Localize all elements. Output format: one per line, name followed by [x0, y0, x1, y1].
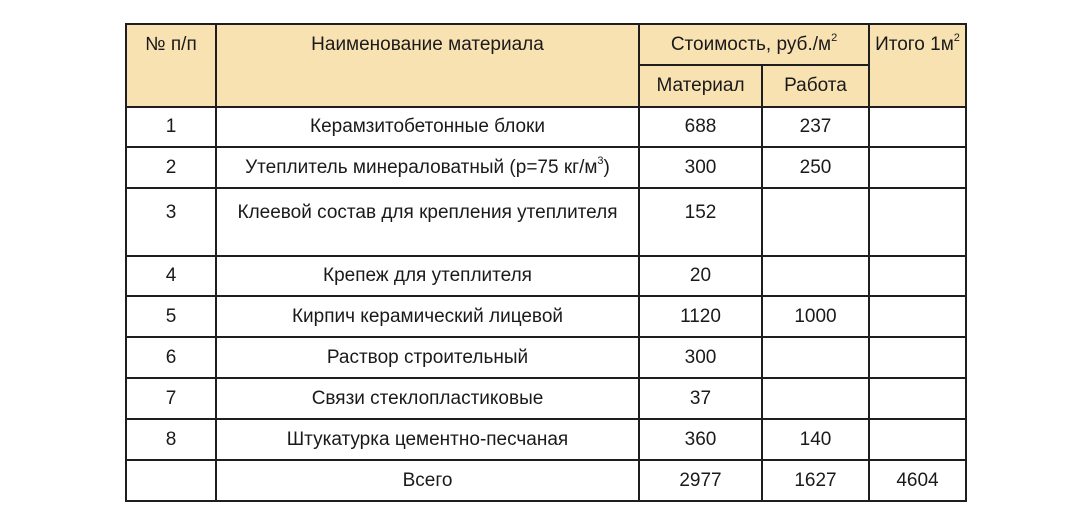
- row-work-cell: [762, 256, 869, 296]
- row-num-cell: 5: [126, 296, 216, 337]
- row-material-cell: 360: [639, 419, 762, 460]
- row-name-cell: Штукатурка цементно-песчаная: [216, 419, 639, 460]
- row-work-cell: [762, 378, 869, 419]
- table-row: [126, 107, 966, 147]
- row-total-cell: [869, 107, 966, 147]
- row-num-cell: 1: [126, 107, 216, 147]
- row-total-cell: [869, 419, 966, 460]
- row-name-cell: Утеплитель минераловатный (р=75 $кг/м^3$): [216, 147, 639, 188]
- row-num-cell: 7: [126, 378, 216, 419]
- row-work-cell: 237: [762, 107, 869, 147]
- row-name-cell: Керамзитобетонные блоки: [216, 107, 639, 147]
- row-work-cell: 250: [762, 147, 869, 188]
- row-total-cell: [869, 337, 966, 378]
- row-num-cell: 6: [126, 337, 216, 378]
- row-name-cell: Связи стеклопластиковые: [216, 378, 639, 419]
- row-name-cell: Раствор строительный: [216, 337, 639, 378]
- header-work: Работа: [762, 65, 869, 107]
- row-material-cell: 688: [639, 107, 762, 147]
- table-row: [126, 419, 966, 460]
- row-material-cell: 1120: [639, 296, 762, 337]
- row-work-cell: 140: [762, 419, 869, 460]
- row-total-cell: [869, 188, 966, 256]
- row-material-cell: 300: [639, 147, 762, 188]
- table-row: [126, 256, 966, 296]
- table-row: [126, 337, 966, 378]
- summary-num-cell: [126, 460, 216, 501]
- header-num: № п/п: [126, 24, 216, 107]
- row-total-cell: [869, 378, 966, 419]
- row-material-cell: 20: [639, 256, 762, 296]
- row-num-cell: 3: [126, 188, 216, 256]
- row-name-cell: Клеевой состав для крепления утеплителя: [216, 188, 639, 256]
- row-total-cell: [869, 147, 966, 188]
- summary-label-cell: Всего: [216, 460, 639, 501]
- row-work-cell: [762, 188, 869, 256]
- table-row-total: [126, 460, 966, 501]
- table-body: [126, 107, 966, 501]
- table-row: [126, 147, 966, 188]
- row-material-cell: 152: [639, 188, 762, 256]
- header-material: Материал: [639, 65, 762, 107]
- row-work-cell: 1000: [762, 296, 869, 337]
- summary-material-cell: 2977: [639, 460, 762, 501]
- table-row: [126, 188, 966, 256]
- row-material-cell: 37: [639, 378, 762, 419]
- row-total-cell: [869, 296, 966, 337]
- row-num-cell: 8: [126, 419, 216, 460]
- table-header: [126, 24, 966, 107]
- table-row: [126, 378, 966, 419]
- header-total: Итого $1м^2$: [869, 24, 966, 107]
- row-num-cell: 4: [126, 256, 216, 296]
- row-work-cell: [762, 337, 869, 378]
- header-name: Наименование материала: [216, 24, 639, 107]
- cost-table: [125, 23, 967, 502]
- summary-work-cell: 1627: [762, 460, 869, 501]
- table-row: [126, 296, 966, 337]
- row-name-cell: Кирпич керамический лицевой: [216, 296, 639, 337]
- row-material-cell: 300: [639, 337, 762, 378]
- row-num-cell: 2: [126, 147, 216, 188]
- row-total-cell: [869, 256, 966, 296]
- header-cost: Стоимость, $руб./м^2$: [639, 24, 869, 65]
- row-name-cell: Крепеж для утеплителя: [216, 256, 639, 296]
- summary-total-cell: 4604: [869, 460, 966, 501]
